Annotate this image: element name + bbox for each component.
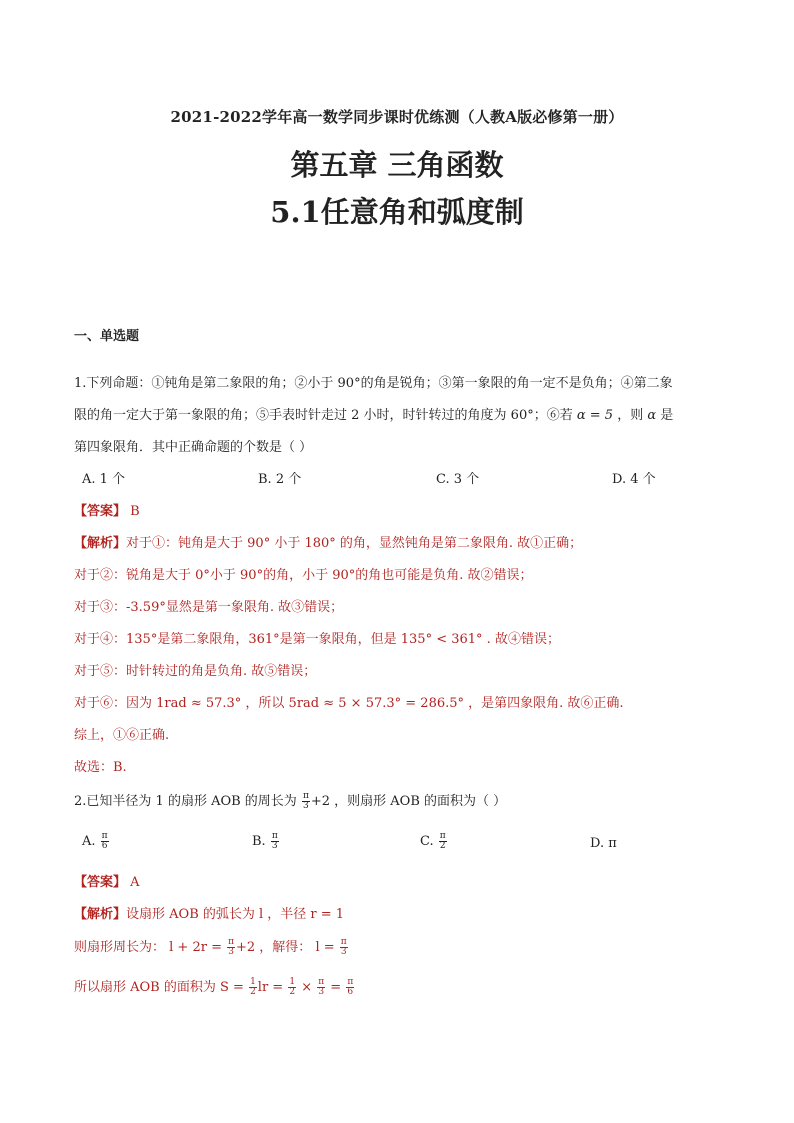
series-title: 2021-2022学年高一数学同步课时优练测（人教A版必修第一册） (170, 108, 624, 126)
q1-analysis-2: 对于②：锐角是大于 0°小于 90°的角，小于 90°的角也可能是负角. 故②错误； (74, 568, 533, 583)
q1-analysis-8: 故选：B. (74, 760, 127, 775)
q1-analysis-1: 【解析】对于①：钝角是大于 90° 小于 180° 的角，显然钝角是第二象限角. 故①正确； (74, 536, 583, 551)
q2-option-c: C. $\frac{\pi}{2}$ (420, 831, 446, 851)
q1-stem-line2: 限的角一定大于第一象限的角；⑤手表时针走过 2 小时，时针转过的角度为 60°；⑥若 α = 5 ，则 α 是 (74, 408, 674, 423)
section-heading: 一、单选题 (74, 329, 140, 344)
answer-value: B (130, 504, 140, 519)
q2-option-d: D. π (590, 836, 617, 851)
q2-analysis-3: 所以扇形 AOB 的面积为 S = $\frac{1}{2}$ lr = $\frac{1}{2}$ × $\frac{\pi}{3}$ = $\frac{\pi}{6}$ (74, 977, 354, 997)
q2-answer (74, 871, 140, 890)
q2-analysis-2: 则扇形周长为： l + 2r = $\frac{\pi}{3}$ +2 ，解得： l = $\frac{\pi}{3}$ (74, 937, 347, 957)
q1-option-b: B. 2 个 (258, 472, 302, 487)
answer-label: 【答案】 (74, 504, 127, 519)
q1-alpha-eq: α = 5 (576, 408, 614, 423)
q1-analysis-4: 对于④：135°是第二象限角，361°是第一象限角，但是 135° < 361° . 故④错误； (74, 632, 560, 647)
q1-analysis-5: 对于⑤：时针转过的角是负角. 故⑤错误； (74, 664, 317, 679)
q1-stem-line1: 1.下列命题：①钝角是第二象限的角；②小于 90°的角是锐角；③第一象限的角一定不是负角；④第二象 (74, 376, 673, 391)
q1-option-a: A. 1 个 (82, 472, 126, 487)
section-title: 5.1任意角和弧度制 (270, 195, 524, 229)
q1-answer (74, 500, 140, 519)
chapter-title: 第五章 三角函数 (290, 148, 504, 182)
q1-analysis-3: 对于③：-3.59°显然是第一象限角. 故③错误； (74, 600, 344, 615)
answer-label: 【答案】 (74, 875, 127, 890)
q2-option-a: A. $\frac{\pi}{6}$ (82, 831, 108, 851)
q1-alpha: α (647, 408, 657, 423)
q2-stem: 2.已知半径为 1 的扇形 AOB 的周长为 $\frac{\pi}{3}$ +2 ，则扇形 AOB 的面积为（ ） (74, 791, 507, 811)
answer-value: A (130, 875, 140, 890)
q1-stem-line3: 第四象限角．其中正确命题的个数是（ ） (74, 440, 313, 455)
q2-stem-fraction: $\frac{\pi}{3}$ (302, 791, 309, 811)
q1-analysis-6: 对于⑥：因为 1rad ≈ 57.3° ，所以 5rad ≈ 5 × 57.3° = 286.5° ，是第四象限角. 故⑥正确. (74, 696, 624, 711)
q2-analysis-1: 【解析】设扇形 AOB 的弧长为 l ，半径 r = 1 (74, 907, 345, 922)
q1-option-d: D. 4 个 (612, 472, 656, 487)
q1-analysis-7: 综上，①⑥正确. (74, 728, 170, 743)
analysis-label: 【解析】 (74, 536, 127, 551)
q2-option-b: B. $\frac{\pi}{3}$ (252, 831, 278, 851)
q1-option-c: C. 3 个 (436, 472, 480, 487)
analysis-label: 【解析】 (74, 907, 127, 922)
